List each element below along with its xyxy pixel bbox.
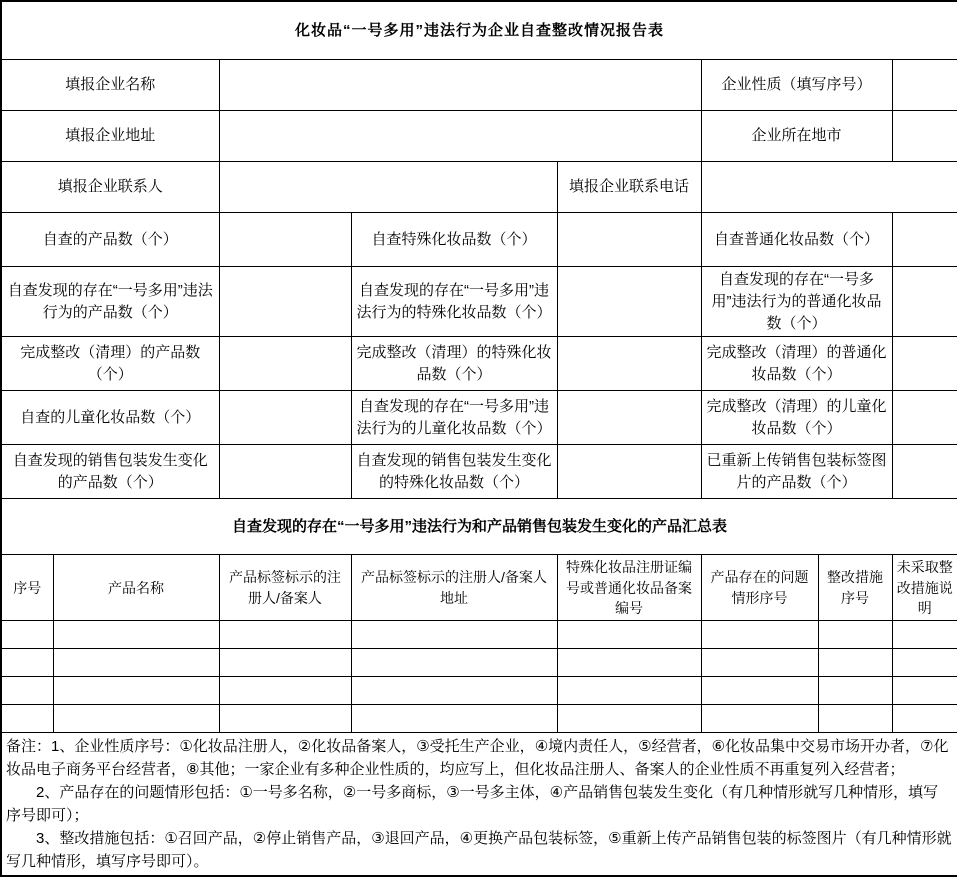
summary-cell[interactable] <box>701 677 818 705</box>
stat-label: 自查发现的存在“一号多用”违法行为的产品数（个） <box>1 267 219 337</box>
summary-cell[interactable] <box>351 621 557 649</box>
stat-input-cell[interactable] <box>557 445 701 499</box>
summary-cell[interactable] <box>53 705 219 733</box>
summary-empty-row <box>1 677 957 705</box>
summary-header-row <box>1 555 957 621</box>
note-enterprise-nature: 备注：1、企业性质序号：①化妆品注册人，②化妆品备案人，③受托生产企业，④境内责任人，⑤经营者，⑥化妆品集中交易市场开办者，⑦化妆品电子商务平台经营者，⑧其他；一家企业有多种企业性质的，均应写上，但化妆品注册人、备案人的企业性质不再重复列入经营者； <box>6 738 949 779</box>
stat-label: 完成整改（清理）的儿童化妆品数（个） <box>701 391 892 445</box>
info-row-company-address <box>1 111 957 162</box>
label-contact-person: 填报企业联系人 <box>1 162 219 213</box>
page-title: 化妆品“一号多用”违法行为企业自查整改情况报告表 <box>1 1 957 60</box>
input-company-nature[interactable] <box>892 60 957 111</box>
summary-empty-row <box>1 621 957 649</box>
summary-cell[interactable] <box>1 705 53 733</box>
label-company-name: 填报企业名称 <box>1 60 219 111</box>
stat-label: 自查普通化妆品数（个） <box>701 213 892 267</box>
summary-cell[interactable] <box>701 621 818 649</box>
stat-row-violation-found <box>1 267 957 337</box>
summary-col-header-registrant: 产品标签标示的注册人/备案人 <box>219 555 351 621</box>
summary-cell[interactable] <box>557 677 701 705</box>
note-rectification-measures: 3、整改措施包括：①召回产品，②停止销售产品，③退回产品，④更换产品包装标签，⑤重新上传产品销售包装的标签图片（有几种情形就写几种情形，填写序号即可）。 <box>6 830 952 871</box>
summary-cell[interactable] <box>892 621 957 649</box>
input-contact-phone[interactable] <box>701 162 957 213</box>
stat-row-packaging-changed <box>1 445 957 499</box>
stat-row-checked-products <box>1 213 957 267</box>
stat-input-cell[interactable] <box>219 445 351 499</box>
stat-input-cell[interactable] <box>557 337 701 391</box>
stat-label: 自查的儿童化妆品数（个） <box>1 391 219 445</box>
summary-cell[interactable] <box>892 649 957 677</box>
summary-cell[interactable] <box>219 649 351 677</box>
summary-cell[interactable] <box>53 649 219 677</box>
summary-table-title: 自查发现的存在“一号多用”违法行为和产品销售包装发生变化的产品汇总表 <box>1 499 957 555</box>
stat-input-cell[interactable] <box>219 337 351 391</box>
label-company-address: 填报企业地址 <box>1 111 219 162</box>
stat-label: 自查发现的销售包装发生变化的产品数（个） <box>1 445 219 499</box>
stat-label: 自查发现的存在“一号多用”违法行为的儿童化妆品数（个） <box>351 391 557 445</box>
summary-cell[interactable] <box>351 705 557 733</box>
stat-label: 已重新上传销售包装标签图片的产品数（个） <box>701 445 892 499</box>
summary-col-header-no-measure-note: 未采取整改措施说明 <box>892 555 957 621</box>
summary-col-header-product-name: 产品名称 <box>53 555 219 621</box>
stat-label: 自查的产品数（个） <box>1 213 219 267</box>
stat-input-cell[interactable] <box>892 391 957 445</box>
input-company-name[interactable] <box>219 60 701 111</box>
stat-input-cell[interactable] <box>219 391 351 445</box>
notes-section <box>1 733 957 877</box>
summary-cell[interactable] <box>557 705 701 733</box>
summary-cell[interactable] <box>53 677 219 705</box>
stat-input-cell[interactable] <box>892 267 957 337</box>
summary-cell[interactable] <box>818 621 892 649</box>
stat-label: 自查发现的存在“一号多用”违法行为的普通化妆品数（个） <box>701 267 892 337</box>
summary-cell[interactable] <box>53 621 219 649</box>
stat-label: 完成整改（清理）的普通化妆品数（个） <box>701 337 892 391</box>
summary-cell[interactable] <box>818 649 892 677</box>
summary-cell[interactable] <box>219 677 351 705</box>
summary-cell[interactable] <box>701 649 818 677</box>
label-contact-phone: 填报企业联系电话 <box>557 162 701 213</box>
info-row-company-name <box>1 60 957 111</box>
stat-label: 自查发现的销售包装发生变化的特殊化妆品数（个） <box>351 445 557 499</box>
summary-cell[interactable] <box>1 649 53 677</box>
summary-cell[interactable] <box>351 649 557 677</box>
stat-input-cell[interactable] <box>219 213 351 267</box>
stat-label: 自查发现的存在“一号多用”违法行为的特殊化妆品数（个） <box>351 267 557 337</box>
summary-cell[interactable] <box>818 705 892 733</box>
stat-input-cell[interactable] <box>557 391 701 445</box>
summary-col-header-registrant-address: 产品标签标示的注册人/备案人地址 <box>351 555 557 621</box>
summary-col-header-problem-type: 产品存在的问题情形序号 <box>701 555 818 621</box>
note-problem-types: 2、产品存在的问题情形包括：①一号多名称，②一号多商标，③一号多主体，④产品销售包装发生变化（有几种情形就写几种情形，填写序号即可）； <box>6 784 939 825</box>
stat-input-cell[interactable] <box>557 213 701 267</box>
summary-title-row <box>1 499 957 555</box>
stat-label: 完成整改（清理）的产品数（个） <box>1 337 219 391</box>
stat-input-cell[interactable] <box>557 267 701 337</box>
summary-cell[interactable] <box>557 621 701 649</box>
summary-cell[interactable] <box>1 677 53 705</box>
summary-empty-row <box>1 705 957 733</box>
stat-row-children-cosmetics <box>1 391 957 445</box>
stat-input-cell[interactable] <box>219 267 351 337</box>
notes-row <box>1 733 957 877</box>
summary-cell[interactable] <box>701 705 818 733</box>
input-company-city[interactable] <box>892 111 957 162</box>
input-contact-person[interactable] <box>219 162 557 213</box>
stat-input-cell[interactable] <box>892 337 957 391</box>
summary-cell[interactable] <box>818 677 892 705</box>
stat-row-rectified <box>1 337 957 391</box>
label-company-city: 企业所在地市 <box>701 111 892 162</box>
summary-cell[interactable] <box>351 677 557 705</box>
summary-col-header-measure-seq: 整改措施序号 <box>818 555 892 621</box>
summary-col-header-seq: 序号 <box>1 555 53 621</box>
stat-label: 完成整改（清理）的特殊化妆品数（个） <box>351 337 557 391</box>
title-row <box>1 1 957 60</box>
summary-cell[interactable] <box>1 621 53 649</box>
summary-empty-row <box>1 649 957 677</box>
summary-cell[interactable] <box>892 677 957 705</box>
info-row-contact <box>1 162 957 213</box>
input-company-address[interactable] <box>219 111 701 162</box>
summary-cell[interactable] <box>219 621 351 649</box>
summary-cell[interactable] <box>219 705 351 733</box>
stat-label: 自查特殊化妆品数（个） <box>351 213 557 267</box>
stat-input-cell[interactable] <box>892 445 957 499</box>
summary-cell[interactable] <box>557 649 701 677</box>
label-company-nature: 企业性质（填写序号） <box>701 60 892 111</box>
stat-input-cell[interactable] <box>892 213 957 267</box>
summary-col-header-registration-number: 特殊化妆品注册证编号或普通化妆品备案编号 <box>557 555 701 621</box>
summary-cell[interactable] <box>892 705 957 733</box>
